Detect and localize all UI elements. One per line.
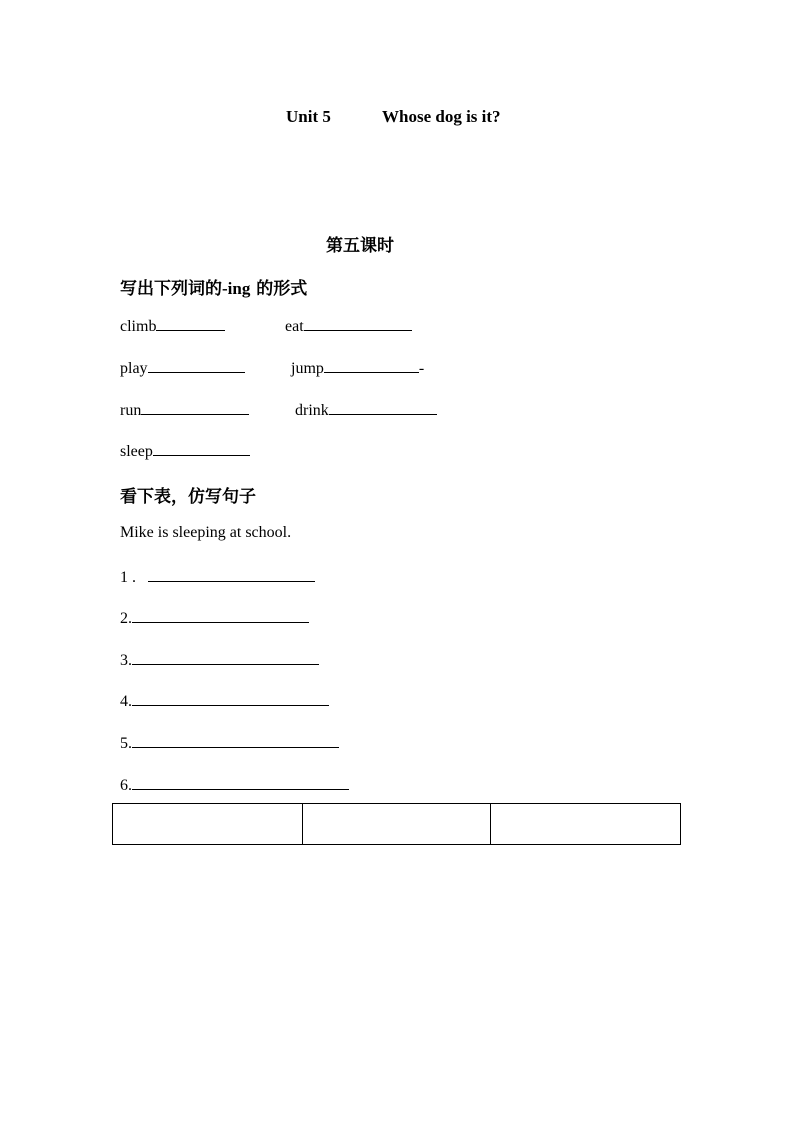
word-label: sleep [120,443,153,460]
section-heading-suffix: 的形式 [250,279,308,299]
answer-blank[interactable] [304,316,412,331]
word-label: eat [285,318,304,335]
answer-table [112,803,681,845]
word-label: jump [291,360,324,377]
word-label: run [120,402,142,419]
answer-blank[interactable] [156,316,225,331]
section-heading-ing [120,274,307,299]
answer-blank[interactable] [141,400,249,415]
line-number: 4. [120,693,132,710]
answer-blank[interactable] [148,358,245,373]
section-heading-sentences: 看下表，仿写句子 [120,487,256,507]
answer-blank[interactable] [148,567,315,582]
word-label: drink [295,402,329,419]
word-item-sleep [120,441,250,461]
table-cell[interactable] [302,804,491,845]
word-item-play [120,358,245,378]
answer-blank[interactable] [132,608,309,623]
line-number: 2. [120,610,132,627]
sentence-line-6 [120,775,349,795]
page-title: Whose dog is it? [382,107,501,126]
sentence-line-4 [120,691,329,711]
word-item-climb [120,316,225,336]
word-item-run [120,400,249,420]
answer-blank[interactable] [132,733,339,748]
section-heading-ing-text: -ing [222,279,251,298]
trailing-mark: - [418,360,425,377]
answer-blank[interactable] [132,650,319,665]
answer-blank[interactable] [153,441,250,456]
line-number: 3. [120,652,132,669]
sentence-line-5 [120,733,339,753]
section-heading-prefix: 写出下列词的 [120,279,222,299]
example-sentence: Mike is sleeping at school. [120,524,292,541]
answer-blank[interactable] [132,691,329,706]
line-number: 6. [120,777,132,794]
word-item-eat [285,316,412,336]
word-label: play [120,360,148,377]
table-cell[interactable] [491,804,681,845]
word-item-drink [295,400,437,420]
sentence-line-3 [120,650,319,670]
lesson-label: 第五课时 [326,236,394,256]
table-row [113,804,681,845]
table-cell[interactable] [113,804,303,845]
answer-blank[interactable] [324,358,419,373]
line-number: 1 . [120,569,136,586]
answer-blank[interactable] [329,400,437,415]
answer-blank[interactable] [132,775,349,790]
word-label: climb [120,318,157,335]
sentence-line-2 [120,608,309,628]
unit-label: Unit 5 [286,107,331,126]
sentence-line-1 [120,567,315,587]
word-item-jump [291,358,424,378]
line-number: 5. [120,735,132,752]
